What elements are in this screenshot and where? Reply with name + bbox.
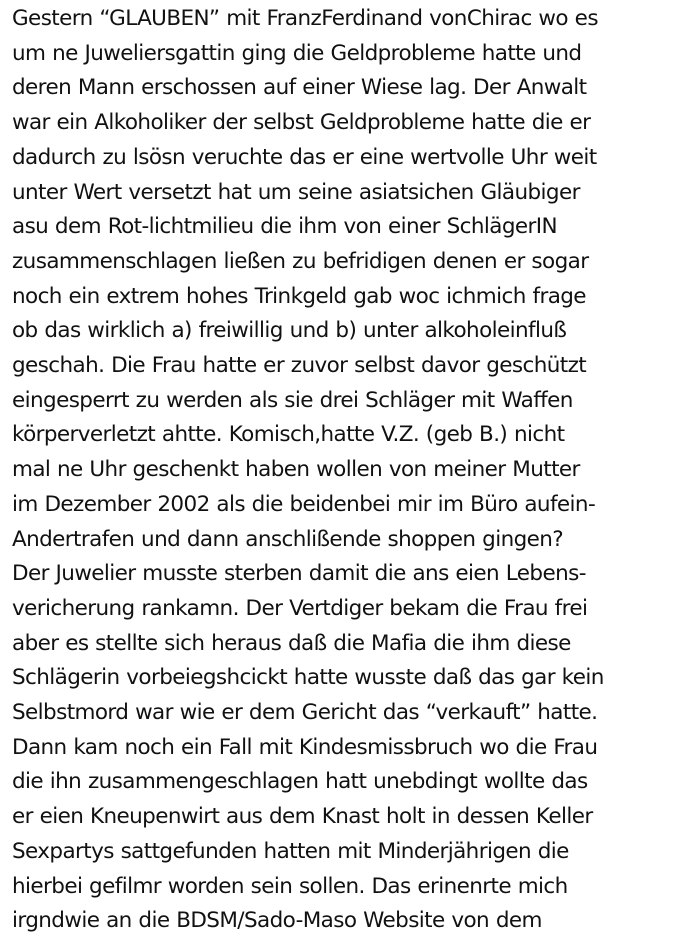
text-line: vericherung rankamn. Der Vertdiger bekam die Frau frei (12, 595, 588, 621)
text-line: irgndwie an die BDSM/Sado-Maso Website von dem (12, 908, 542, 934)
text-line: körperverletzt ahtte. Komisch,hatte V.Z. (geb B.) nicht (12, 422, 565, 448)
text-line: Andertrafen und dann anschlißende shoppen gingen? (12, 526, 564, 552)
text-line: Der Juwelier musste sterben damit die ans eien Lebens- (12, 561, 586, 587)
text-line: dadurch zu lsösn veruchte das er eine wertvolle Uhr weit (12, 144, 597, 170)
text-line: er eien Kneupenwirt aus dem Knast holt in dessen Keller (12, 804, 593, 830)
text-line: geschah. Die Frau hatte er zuvor selbst davor geschützt (12, 353, 587, 379)
text-line: noch ein extrem hohes Trinkgeld gab woc ichmich frage (12, 283, 586, 309)
text-line: zusammenschlagen ließen zu befridigen denen er sogar (12, 248, 589, 274)
text-line: unter Wert versetzt hat um seine asiatsichen Gläubiger (12, 179, 580, 205)
text-line: Schlägerin vorbeiegshcickt hatte wusste daß das gar kein (12, 665, 604, 691)
text-line: hierbei gefilmr worden sein sollen. Das erinenrte mich (12, 873, 568, 899)
text-line: asu dem Rot-lichtmilieu die ihm von einer SchlägerIN (12, 214, 557, 240)
text-line: die ihn zusammengeschlagen hatt unebdingt wollte das (12, 769, 588, 795)
text-line: war ein Alkoholiker der selbst Geldprobleme hatte die er (12, 110, 591, 136)
text-line: Selbstmord war wie er dem Gericht das “verkauft” hatte. (12, 700, 598, 726)
text-line: im Dezember 2002 als die beidenbei mir im Büro aufein- (12, 491, 596, 517)
text-line: ob das wirklich a) freiwillig und b) unter alkoholeinfluß (12, 318, 567, 344)
text-line: Dann kam noch ein Fall mit Kindesmissbruch wo die Frau (12, 734, 598, 760)
text-line: um ne Juweliersgattin ging die Geldprobleme hatte und (12, 40, 582, 66)
text-line: Gestern “GLAUBEN” mit FranzFerdinand vonChirac wo es (12, 6, 598, 31)
text-line: eingesperrt zu werden als sie drei Schläger mit Waffen (12, 387, 573, 413)
text-line: mal ne Uhr geschenkt haben wollen von meiner Mutter (12, 457, 580, 483)
text-line: deren Mann erschossen auf einer Wiese lag. Der Anwalt (12, 75, 587, 101)
text-line: aber es stellte sich heraus daß die Mafia die ihm diese (12, 630, 571, 656)
body-text (12, 2, 680, 939)
text-line: Sexpartys sattgefunden hatten mit Minderjährigen die (12, 838, 569, 864)
